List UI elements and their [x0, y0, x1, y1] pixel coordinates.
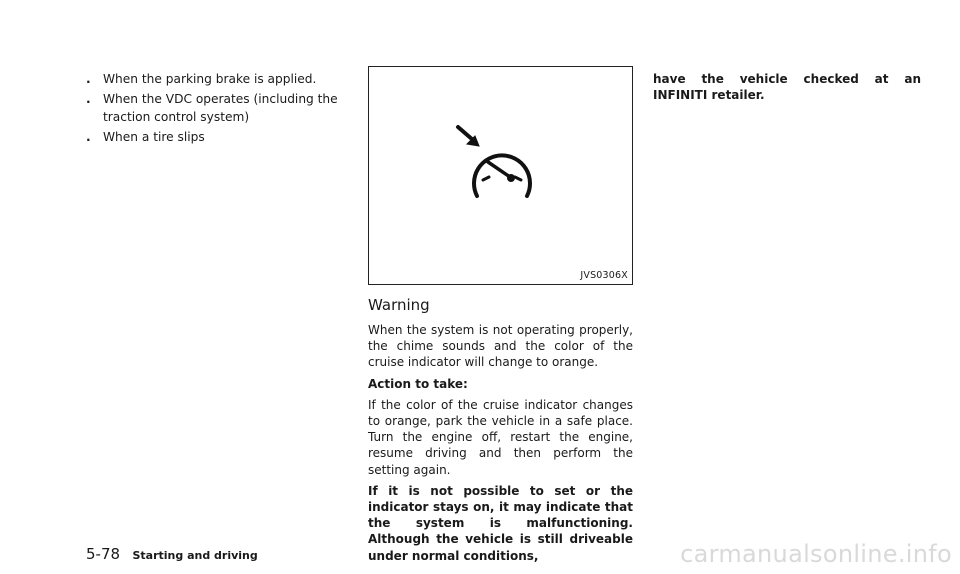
- watermark: carmanualsonline.info: [680, 540, 952, 568]
- page-footer: [86, 545, 258, 563]
- list-item: . When the parking brake is applied.: [86, 72, 317, 86]
- malfunction-paragraph: If it is not possible to set or the indicator stays on, it may indicate that the system is malfunctioning. Although the vehicle is still driveable under normal conditions,: [368, 483, 633, 563]
- section-heading: Warning: [368, 296, 430, 314]
- bullet-list: [86, 70, 352, 146]
- left-column: [86, 70, 352, 148]
- list-item: . When the VDC operates (including the traction control system): [86, 92, 338, 124]
- figure-caption: JVS0306X: [580, 270, 628, 281]
- figure-box: [368, 66, 633, 285]
- action-label: Action to take:: [368, 376, 468, 391]
- action-paragraph: If the color of the cruise indicator changes to orange, park the vehicle in a safe place. Turn the engine off, restart the engine, resume driving and then perform the setting again.: [368, 397, 633, 477]
- list-item: . When a tire slips: [86, 130, 205, 144]
- page-number: 5-78: [86, 545, 121, 563]
- warning-paragraph: When the system is not operating properly, the chime sounds and the color of the cruise indicator will change to orange.: [368, 323, 633, 370]
- cruise-speedometer-icon: [455, 124, 545, 204]
- warning-section: [368, 296, 633, 569]
- continuation-paragraph: have the vehicle checked at an INFINITI retailer.: [653, 72, 921, 103]
- right-column: [653, 71, 921, 108]
- section-title: Starting and driving: [132, 549, 258, 562]
